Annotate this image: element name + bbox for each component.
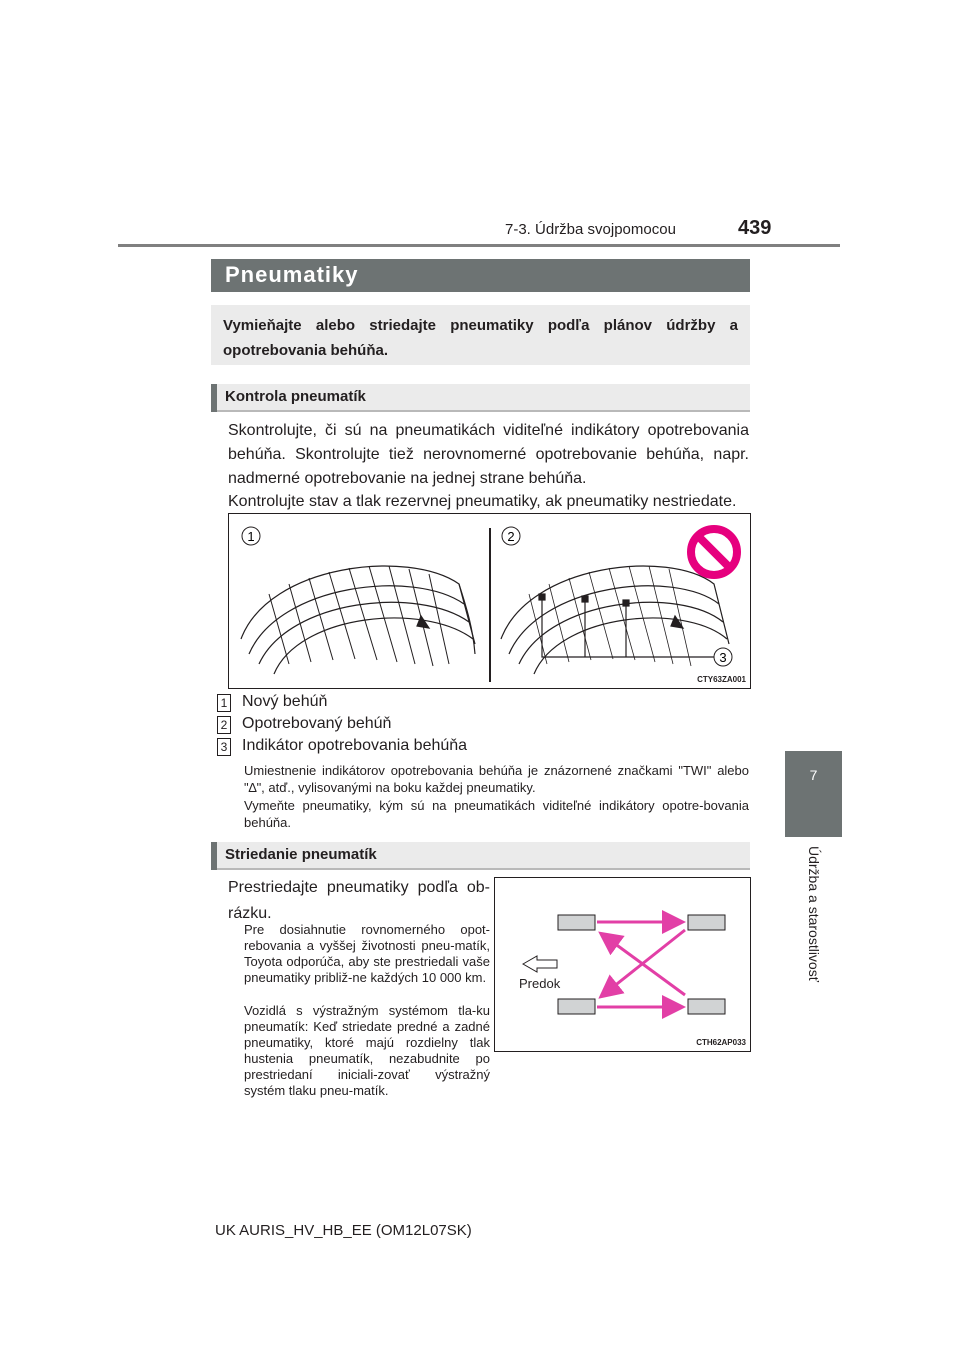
section-heading-text: Striedanie pneumatík	[225, 846, 377, 863]
chapter-side-label	[785, 846, 842, 986]
tread-wear-figure	[228, 513, 751, 689]
legend-label: Indikátor opotrebovania behúňa	[242, 737, 468, 754]
callout-1	[242, 527, 260, 545]
note-rotation-interval: Pre dosiahnutie rovnomerného opot-rebovania a vyššej životnosti pneu-matík, Toyota odporúča, aby ste prestriedali vaše pneumatiky približ-ne každých 10 000 km.	[244, 922, 490, 985]
chapter-tab	[785, 751, 842, 837]
callout-3	[714, 648, 732, 666]
svg-text:1: 1	[247, 529, 255, 544]
chapter-number: 7	[809, 767, 818, 783]
svg-text:2: 2	[507, 529, 515, 544]
svg-text:3: 3	[719, 650, 727, 665]
legend-label: Nový behúň	[242, 693, 328, 710]
tread-illustration	[229, 514, 750, 688]
legend-label: Opotrebovaný behúň	[242, 715, 392, 732]
note-indicator-location: Umiestnenie indikátorov opotrebovania behúňa je znázornené značkami "TWI" alebo "∆", atď., vylisovanými na boku každej pneumatiky.	[244, 763, 749, 795]
section-heading-tire-rotation	[211, 842, 750, 870]
callout-2	[502, 527, 520, 545]
tire-rotation-figure	[494, 877, 751, 1052]
note-tpms-init: Vozidlá s výstražným systémom tla-ku pneumatík: Keď striedate predné a zadné pneumatiky, ktoré majú rozdielny tlak hustenia pneumatík, nezabudnite po prestriedaní iniciali-zovať výstražný systém tlaku pneu-matík.	[244, 1003, 490, 1098]
prohibition-icon	[691, 529, 737, 575]
legend-number: 1	[217, 694, 231, 712]
intro-text: Vymieňajte alebo striedajte pneumatiky podľa plánov údržby a opotrebovania behúňa.	[223, 317, 738, 359]
new-tread-tire	[241, 566, 475, 674]
note-replace-tires: Vymeňte pneumatiky, kým sú na pneumatikách viditeľné indikátory opotre-bovania behúňa.	[244, 798, 749, 830]
legend-number: 2	[217, 716, 231, 734]
page-number: 439	[738, 217, 772, 239]
header-section-title: 7-3. Údržba svojpomocou	[505, 221, 676, 238]
legend-number: 3	[217, 738, 231, 756]
header-divider	[118, 244, 840, 247]
figure-code: CTH62AP033	[696, 1038, 746, 1047]
page-title: Pneumatiky	[225, 262, 359, 287]
section-heading-tire-check	[211, 384, 750, 412]
worn-tread-tire	[501, 566, 729, 674]
page-title-bar	[211, 259, 750, 292]
rotation-diagram	[495, 878, 750, 1051]
intro-box	[211, 305, 750, 365]
paragraph-tire-check: Skontrolujte, či sú na pneumatikách viditeľné indikátory opotrebovania behúňa. Skontrolujte tiež nerovnomerné opotrebovanie behúňa, napr. nadmerné opotrebovanie na jednej strane behúňa.	[228, 422, 749, 487]
chapter-title: Údržba a starostlivosť	[805, 846, 822, 982]
front-label: Predok	[519, 976, 561, 991]
figure-code: CTY63ZA001	[697, 675, 746, 684]
section-heading-text: Kontrola pneumatík	[225, 388, 366, 405]
paragraph-rotation: Prestriedajte pneumatiky podľa ob-rázku.	[228, 879, 490, 922]
footer-model-code: UK AURIS_HV_HB_EE (OM12L07SK)	[215, 1222, 472, 1239]
rotation-arrows	[597, 922, 685, 1007]
paragraph-spare-tire: Kontrolujte stav a tlak rezervnej pneumatiky, ak pneumatiky nestriedate.	[228, 493, 737, 510]
front-arrow-icon	[523, 956, 557, 972]
